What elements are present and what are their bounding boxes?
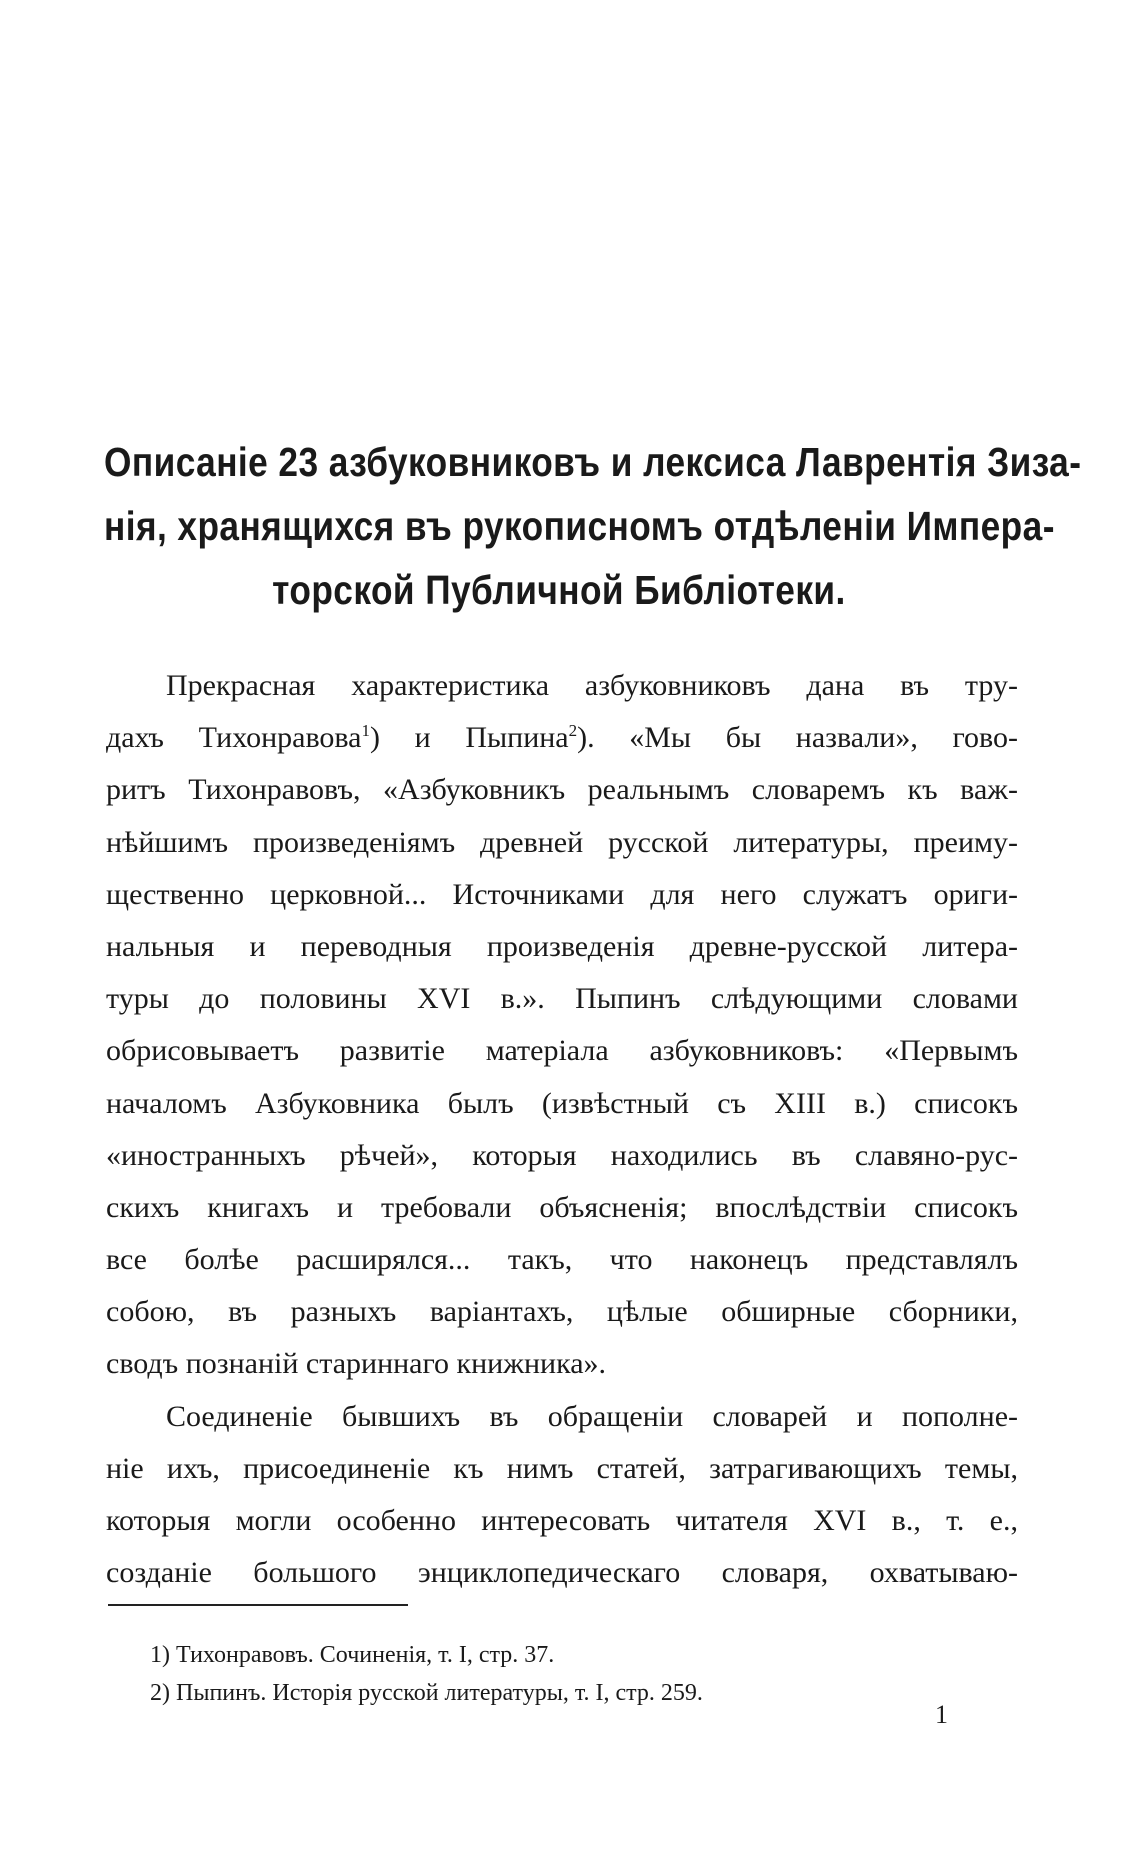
text-line: созданіе большого энциклопедическаго словаря, охватываю- [106,1556,1018,1590]
text-line: ніе ихъ, присоединеніе къ нимъ статей, затрагивающихъ темы, [106,1451,1018,1485]
text-line: Соединеніе бывшихъ въ обращеніи словарей и пополне- [166,1399,1018,1433]
text-line: щественно церковной... Источниками для него служатъ ориги- [106,877,1018,911]
footnote-text: Пыпинъ. Исторія русской литературы, т. I, стр. 259. [176,1680,703,1706]
text-line: сводъ познаній стариннаго книжника». [106,1347,607,1381]
footnote-mark: 1) [150,1642,170,1668]
text-line: нальныя и переводныя произведенія древне-русской литера- [106,929,1018,963]
title-line: Описаніе 23 азбуковниковъ и лексиса Лаврентія Зиза- [104,439,1082,485]
footnote [150,1674,703,1712]
footnote-ref: 2 [568,721,578,741]
title-line: нія, хранящихся въ рукописномъ отдѣленіи Импера- [104,503,1055,549]
text-line: началомъ Азбуковника былъ (извѣстный съ XIII в.) списокъ [106,1086,1018,1120]
text-line: нѣйшимъ произведеніямъ древней русской литературы, преиму- [106,825,1018,859]
footnote-ref: 1 [361,721,370,741]
text-line: скихъ книгахъ и требовали объясненія; впослѣдствіи списокъ [106,1190,1018,1224]
footnote-divider [108,1604,408,1606]
body-paragraphs [106,660,1018,1599]
text-line: которыя могли особенно интересовать читателя XVI в., т. е., [106,1504,1018,1537]
text-line: дахъ Тихонравова$^1$) и Пыпина$^2$). «Мы бы назвали», гово- [106,721,1019,755]
footnote-text: Тихонравовъ. Сочиненія, т. I, стр. 37. [176,1642,555,1668]
title-line: торской Публичной Библіотеки. [272,567,846,613]
text-fragment: дахъ Тихонравова [106,721,362,755]
footnote-mark: 2) [150,1680,170,1706]
text-line: Прекрасная характеристика азбуковниковъ дана въ тру- [166,669,1018,702]
footnote [150,1636,703,1674]
footnotes [150,1636,703,1712]
text-line: ритъ Тихонравовъ, «Азбуковникъ реальнымъ словаремъ къ важ- [106,773,1018,807]
page-number: 1 [935,1700,948,1729]
text-line: обрисовываетъ развитіе матеріала азбуковниковъ: «Первымъ [106,1034,1018,1068]
text-line: собою, въ разныхъ варіантахъ, цѣлые обширные сборники, [106,1295,1018,1329]
text-line: все болѣе расширялся... такъ, что наконецъ представлялъ [106,1243,1018,1277]
text-line: «иностранныхъ рѣчей», которыя находились въ славяно-рус- [106,1138,1018,1172]
text-fragment: и Пыпина [414,721,569,755]
chapter-title [104,430,1082,622]
text-line: туры до половины XVI в.». Пыпинъ слѣдующими словами [106,982,1018,1016]
text-fragment: ). «Мы бы назвали», гово- [577,721,1019,755]
